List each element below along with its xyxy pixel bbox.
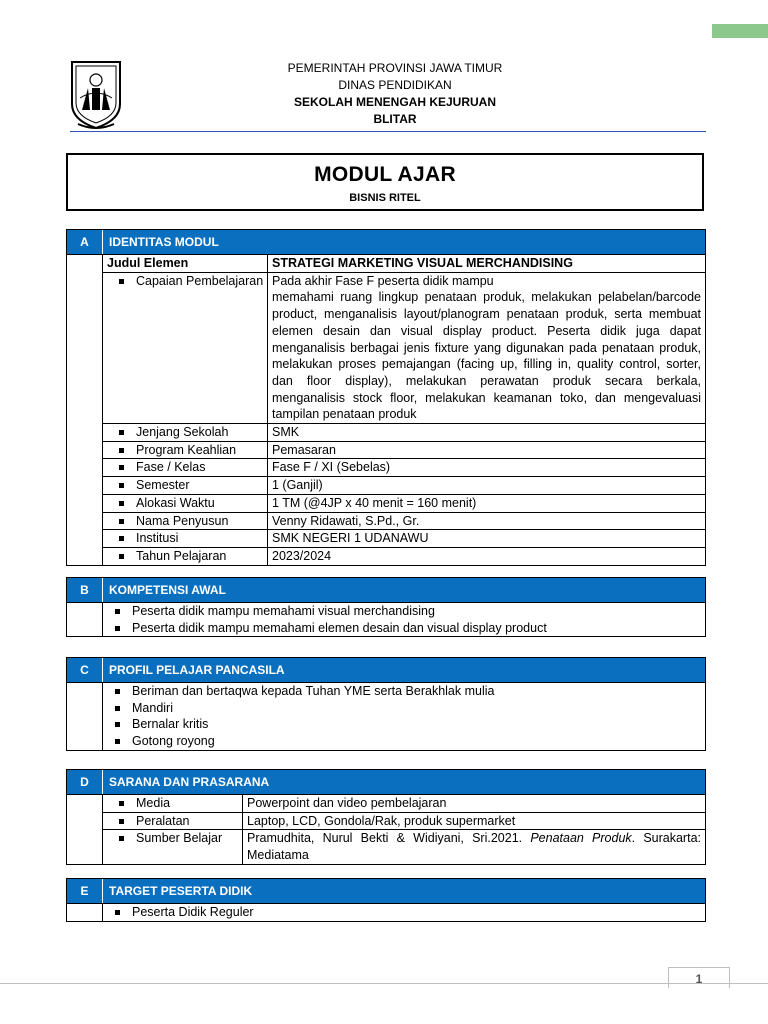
row-value: SMK (272, 425, 300, 440)
table-row (103, 477, 705, 495)
letterhead-line-2: DINAS PENDIDIKAN (338, 78, 452, 92)
bullet-icon (119, 430, 124, 435)
table-row (103, 459, 705, 477)
section-header (67, 230, 705, 255)
bullet-icon (119, 279, 124, 284)
reference-text: Pramudhita, Nurul Bekti & Widiyani, Sri.2021. (247, 831, 531, 846)
section-header (67, 578, 705, 603)
bullet-icon (119, 483, 124, 488)
bullet-icon (119, 836, 124, 841)
corner-tab (712, 24, 768, 38)
bullet-icon (115, 706, 120, 711)
bullet-icon (119, 554, 124, 559)
capaian-intro: Pada akhir Fase F peserta didik mampu (272, 273, 494, 288)
row-label: Fase / Kelas (136, 460, 206, 475)
list-item-text: Bernalar kritis (132, 717, 209, 732)
section-sarana-prasarana (66, 769, 706, 865)
bullet-icon (119, 519, 124, 524)
row-label: Semester (136, 478, 190, 493)
row-label: Nama Penyusun (136, 513, 229, 528)
row-value: Laptop, LCD, Gondola/Rak, produk supermarket (247, 813, 516, 828)
section-letter: C (67, 658, 103, 682)
list-item (103, 603, 705, 620)
document-title: MODUL AJAR (314, 163, 456, 186)
reference-book-title: Penataan Produk (530, 831, 632, 846)
section-letter: B (67, 578, 103, 602)
table-row (103, 495, 705, 513)
list-item-text: Peserta didik mampu memahami visual merchandising (132, 604, 435, 618)
list-item-text: Mandiri (132, 700, 173, 715)
title-box (66, 153, 704, 211)
section-header (67, 879, 705, 904)
page-number: 1 (668, 967, 730, 988)
row-value: Pemasaran (272, 442, 336, 457)
bullet-icon (115, 626, 120, 631)
table-row (103, 442, 705, 460)
row-label: Alokasi Waktu (136, 495, 215, 510)
section-profil-pelajar-pancasila (66, 657, 706, 751)
table-row (103, 273, 705, 424)
list-item (103, 683, 705, 700)
bullet-icon (119, 448, 124, 453)
row-value: Fase F / XI (Sebelas) (272, 460, 391, 475)
list-item (103, 904, 705, 921)
letterhead-line-3: SEKOLAH MENENGAH KEJURUAN (293, 95, 496, 109)
letterhead (240, 60, 550, 128)
table-row (103, 548, 705, 565)
reference-publisher: . Surakarta: Mediatama (247, 831, 701, 863)
table-row (103, 513, 705, 531)
bullet-icon (115, 689, 120, 694)
bullet-icon (119, 536, 124, 541)
bullet-icon (115, 910, 120, 915)
section-header (67, 770, 705, 795)
list-item-text: Peserta Didik Reguler (132, 905, 254, 919)
row-value: Powerpoint dan video pembelajaran (247, 796, 447, 810)
list-item-text: Beriman dan bertaqwa kepada Tuhan YME serta Berakhlak mulia (132, 684, 495, 698)
row-label: Sumber Belajar (136, 831, 223, 846)
section-letter: E (67, 879, 103, 903)
row-label: Media (136, 796, 171, 810)
list-item (103, 620, 705, 637)
row-label: Program Keahlian (136, 442, 237, 457)
row-label: Tahun Pelajaran (136, 548, 227, 563)
table-row (103, 795, 705, 813)
capaian-label: Capaian Pembelajaran (136, 273, 264, 288)
section-title: IDENTITAS MODUL (109, 235, 219, 249)
table-row (103, 255, 705, 273)
capaian-body: memahami ruang lingkup penataan produk, melakukan pelabelan/barcode product, menganalisis layout/planogram penataan produk, serta membuat elemen desain dan visual display product. Peserta didik juga dapat menganalisis berbagai jenis fixture yang digunakan pada penataan produk, melakukan proses pemajangan (facing up, filling in, quality control, sorter, dan floor display), melakukan perawatan produk secara berkala, menganalisis stock floor, melakukan keamanan toko, dan mengevaluasi tampilan penataan produk (272, 290, 701, 422)
section-title: SARANA DAN PRASARANA (109, 775, 270, 789)
list-item (103, 716, 705, 733)
bullet-icon (119, 819, 124, 824)
row-value (243, 830, 705, 863)
list-item (103, 700, 705, 717)
section-title: KOMPETENSI AWAL (109, 583, 226, 597)
row-value: 1 (Ganjil) (272, 478, 323, 493)
row-label: Jenjang Sekolah (136, 425, 229, 440)
bullet-icon (115, 739, 120, 744)
section-header (67, 658, 705, 683)
section-kompetensi-awal (66, 577, 706, 637)
section-target-peserta-didik (66, 878, 706, 922)
letterhead-line-4: BLITAR (373, 112, 417, 126)
bullet-icon (119, 801, 124, 806)
section-letter: A (67, 230, 103, 254)
east-java-emblem-logo (68, 58, 124, 132)
row-label: Peralatan (136, 813, 190, 828)
bullet-icon (115, 722, 120, 727)
judul-elemen-value: STRATEGI MARKETING VISUAL MERCHANDISING (272, 256, 573, 270)
section-identitas-modul (66, 229, 706, 566)
row-value: SMK NEGERI 1 UDANAWU (272, 531, 429, 546)
judul-elemen-label: Judul Elemen (103, 255, 268, 272)
list-item-text: Peserta didik mampu memahami elemen desain dan visual display product (132, 620, 547, 635)
bullet-icon (119, 501, 124, 506)
bullet-icon (115, 609, 120, 614)
header-divider (70, 131, 706, 132)
table-row (103, 813, 705, 831)
letterhead-line-1: PEMERINTAH PROVINSI JAWA TIMUR (287, 61, 503, 75)
row-value: 2023/2024 (272, 548, 332, 563)
section-letter: D (67, 770, 103, 794)
document-subtitle: BISNIS RITEL (349, 192, 421, 204)
section-title: TARGET PESERTA DIDIK (109, 884, 253, 898)
list-item-text: Gotong royong (132, 734, 215, 749)
table-row (103, 424, 705, 442)
row-label: Institusi (136, 531, 179, 546)
bullet-icon (119, 465, 124, 470)
row-value: Venny Ridawati, S.Pd., Gr. (272, 513, 420, 528)
list-item (103, 733, 705, 750)
row-value: 1 TM (@4JP x 40 menit = 160 menit) (272, 495, 477, 510)
section-title: PROFIL PELAJAR PANCASILA (109, 663, 285, 677)
footer-divider (0, 983, 768, 984)
table-row (103, 530, 705, 548)
table-row (103, 830, 705, 863)
